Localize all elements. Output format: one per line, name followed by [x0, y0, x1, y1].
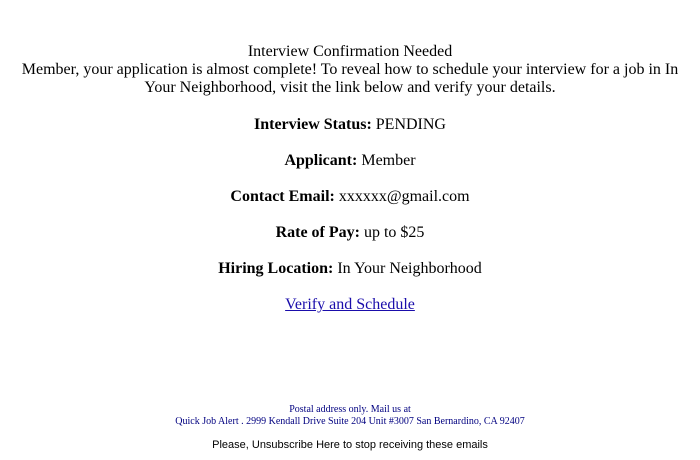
- email-heading: Interview Confirmation Needed: [247, 43, 453, 60]
- email-body: [14, 43, 686, 314]
- detail-hiring-location: [14, 260, 686, 278]
- detail-interview-status: [14, 116, 686, 134]
- detail-rate-of-pay: [14, 224, 686, 242]
- detail-value: xxxxxx@gmail.com: [338, 188, 470, 205]
- detail-label: Rate of Pay:: [275, 224, 360, 241]
- detail-applicant: [14, 152, 686, 170]
- detail-label: Hiring Location:: [218, 260, 334, 277]
- detail-label: Contact Email:: [230, 188, 335, 205]
- detail-label: Applicant:: [284, 152, 358, 169]
- detail-label: Interview Status:: [254, 116, 372, 133]
- detail-value: In Your Neighborhood: [337, 260, 482, 277]
- detail-value: PENDING: [375, 116, 446, 133]
- detail-value: Member: [361, 152, 416, 169]
- email-footer: [0, 404, 700, 452]
- detail-contact-email: [14, 188, 686, 206]
- postal-note: Postal address only. Mail us at: [289, 404, 411, 415]
- cta-container: [14, 296, 686, 314]
- verify-and-schedule-link[interactable]: Verify and Schedule: [285, 296, 415, 313]
- detail-value: up to $25: [363, 224, 425, 241]
- email-intro: Member, your application is almost complete! To reveal how to schedule your interview for a job in In Your Neighborhood, visit the link below and verify your details.: [21, 61, 679, 96]
- unsubscribe-text[interactable]: Please, Unsubscribe Here to stop receiving these emails: [212, 439, 488, 451]
- postal-address: Quick Job Alert . 2999 Kendall Drive Suite 204 Unit #3007 San Bernardino, CA 92407: [175, 416, 525, 427]
